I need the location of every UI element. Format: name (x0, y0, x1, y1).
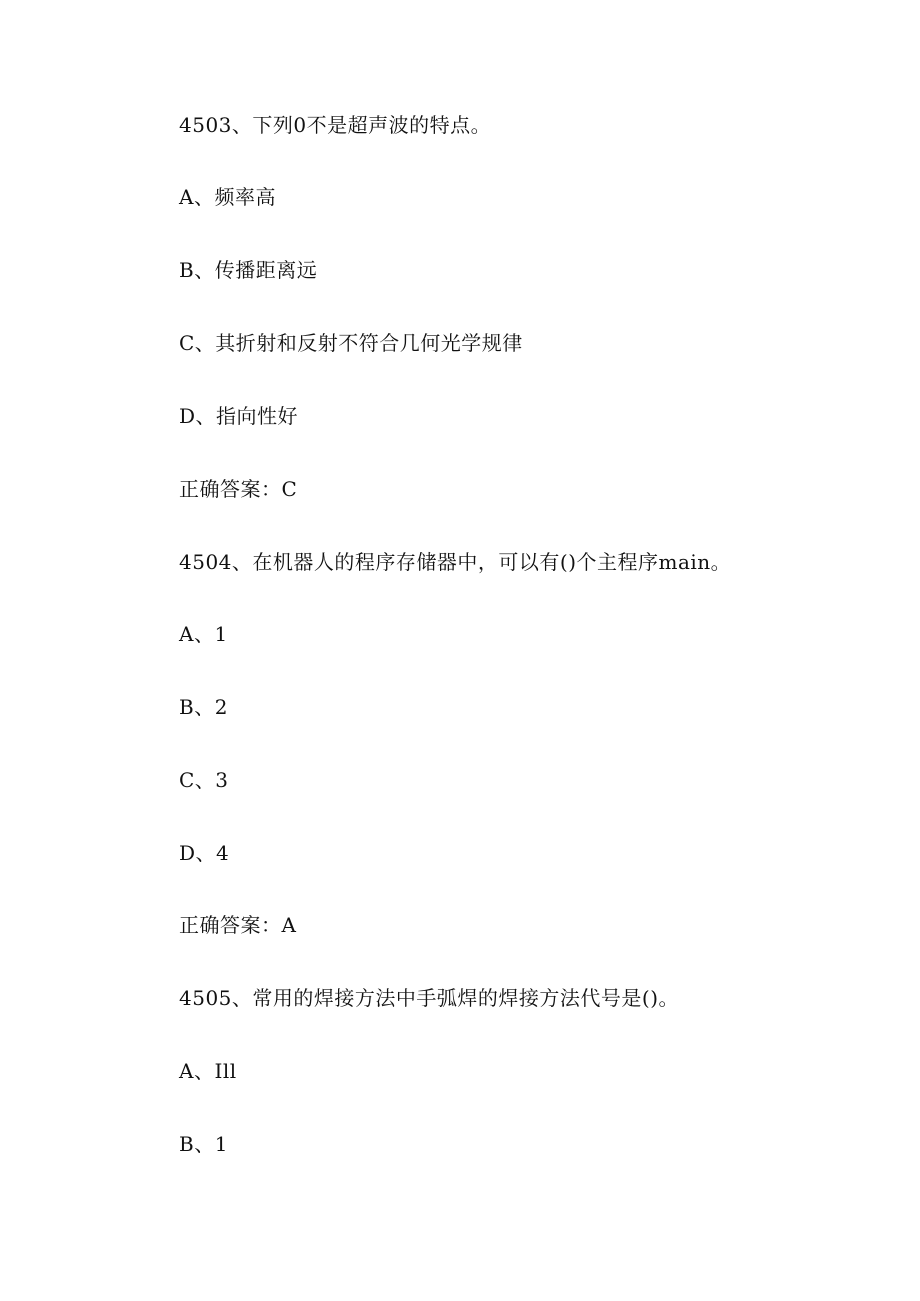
option-a: A、1 (179, 622, 228, 646)
option-a: A、Ill (179, 1059, 237, 1083)
option-d: D、4 (179, 841, 230, 865)
question-text: 4505、常用的焊接方法中手弧焊的焊接方法代号是()。 (179, 986, 680, 1010)
option-b: B、2 (179, 695, 228, 719)
question-text: 4503、下列0不是超声波的特点。 (179, 113, 492, 137)
option-a: A、频率高 (179, 185, 276, 209)
option-d: D、指向性好 (179, 404, 299, 428)
correct-answer: 正确答案：C (179, 477, 298, 501)
question-text: 4504、在机器人的程序存储器中，可以有()个主程序main。 (179, 550, 732, 574)
option-c: C、其折射和反射不符合几何光学规律 (179, 331, 523, 355)
correct-answer: 正确答案：A (179, 913, 297, 937)
option-b: B、传播距离远 (179, 258, 318, 282)
option-b: B、1 (179, 1132, 228, 1156)
option-c: C、3 (179, 768, 229, 792)
